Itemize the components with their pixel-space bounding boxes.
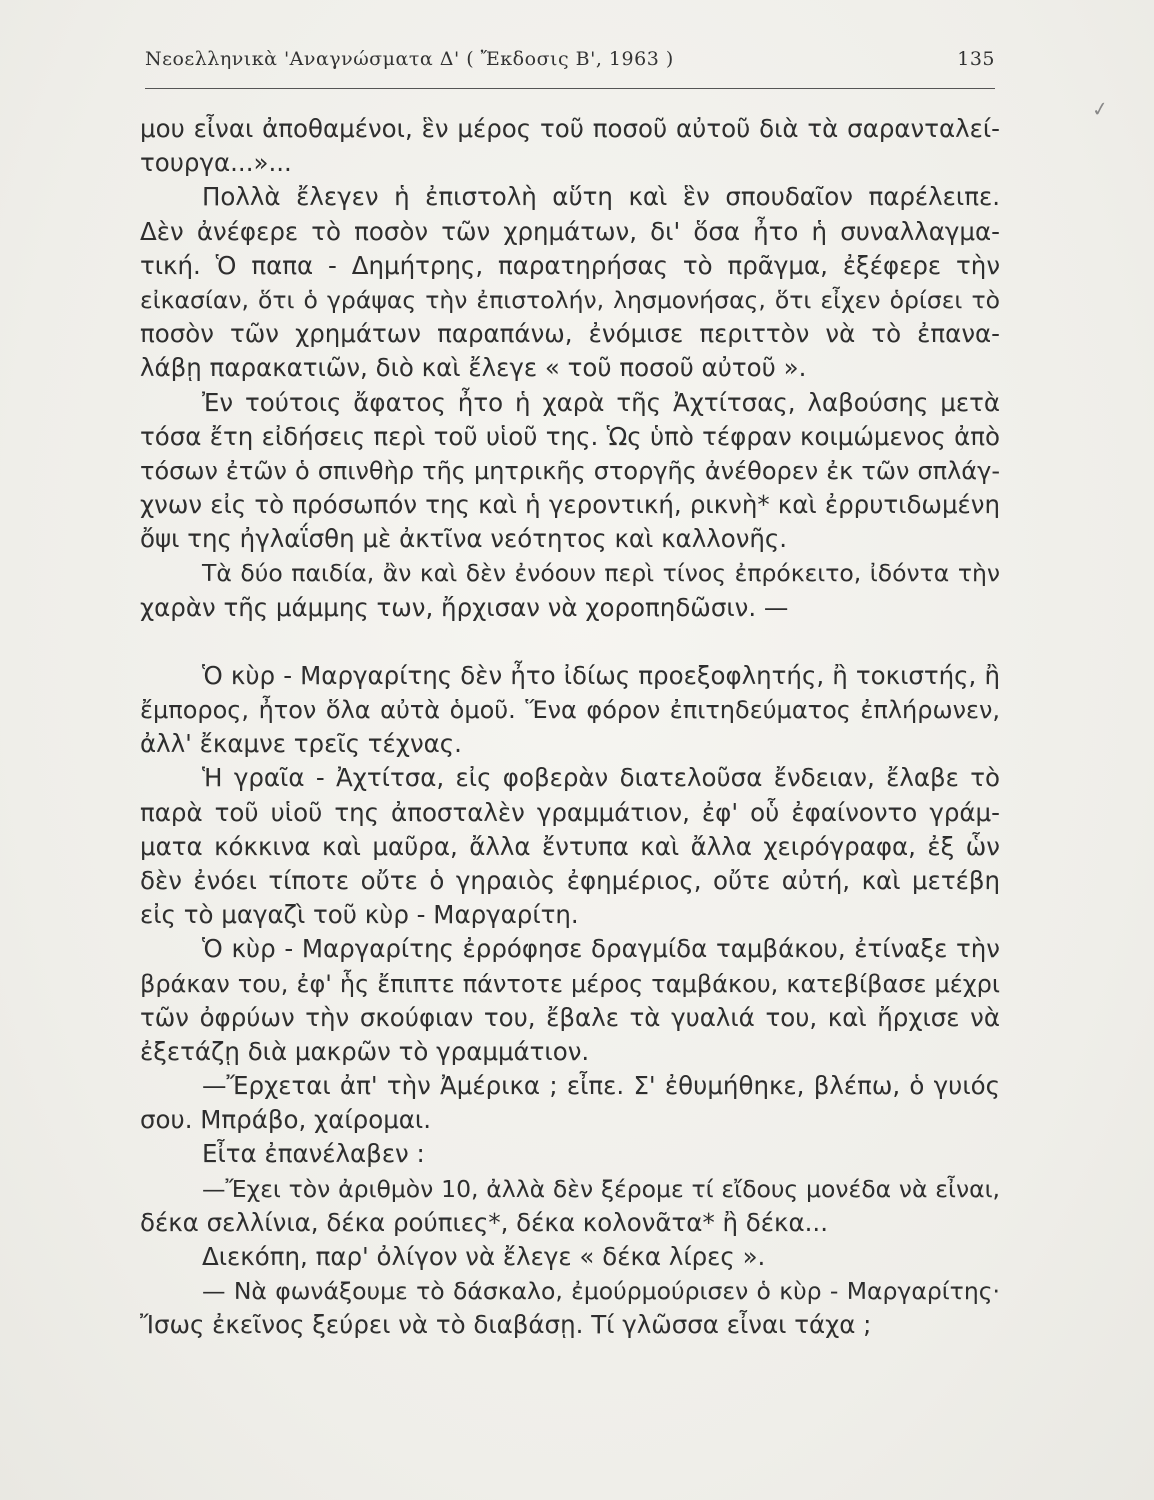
text-line: τῶν ὀφρύων τὴν σκούφιαν του, ἔβαλε τὰ γυαλιά του, καὶ ἤρχισε νὰ (140, 1002, 1000, 1032)
text-line: σου. Μπράβο, χαίρομαι. (140, 1105, 432, 1135)
text-line: Ἴσως ἐκεῖνος ξεύρει νὰ τὸ διαβάσῃ. Τί γλῶσσα εἶναι τάχα ; (140, 1310, 872, 1340)
text-line: Τὰ δύο παιδία, ἂν καὶ δὲν ἐνόουν περὶ τίνος ἐπρόκειτο, ἰδόντα τὴν (202, 559, 1000, 588)
text-line: Πολλὰ ἔλεγεν ἡ ἐπιστολὴ αὕτη καὶ ἓν σπουδαῖον παρέλειπε. (202, 182, 1000, 212)
text-line: Διεκόπη, παρ' ὀλίγον νὰ ἔλεγε « δέκα λίρες ». (202, 1242, 766, 1271)
running-title: Νεοελληνικὰ 'Αναγνώσματα Δ' ( Ἔκδοσις Β', 1963 ) (145, 48, 674, 70)
text-line: τόσα ἔτη εἰδήσεις περὶ τοῦ υἱοῦ της. Ὡς ὑπὸ τέφραν κοιμώμενος ἀπὸ (140, 421, 1000, 451)
text-line: παρὰ τοῦ υἱοῦ της ἀποσταλὲν γραμμάτιον, ἐφ' οὗ ἐφαίνοντο γράμ- (140, 797, 1000, 827)
pencil-check-mark: ✓ (1090, 95, 1111, 123)
text-line: εἰς τὸ μαγαζὶ τοῦ κὺρ - Μαργαρίτη. (140, 900, 579, 930)
text-line: ἀλλ' ἔκαμνε τρεῖς τέχνας. (140, 729, 462, 759)
text-line: εἰκασίαν, ὅτι ὁ γράψας τὴν ἐπιστολήν, λησμονήσας, ὅτι εἶχεν ὁρίσει τὸ (140, 285, 1000, 314)
text-line: χαρὰν τῆς μάμμης των, ἤρχισαν νὰ χοροπηδῶσιν. — (140, 592, 789, 622)
text-line: μου εἶναι ἀποθαμένοι, ἓν μέρος τοῦ ποσοῦ αὐτοῦ διὰ τὰ σαρανταλεί- (140, 114, 1000, 143)
text-line: Ἐν τούτοις ἄφατος ἦτο ἡ χαρὰ τῆς Ἀχτίτσας, λαβούσης μετὰ (202, 387, 1000, 417)
text-line: Εἶτα ἐπανέλαβεν : (202, 1139, 425, 1169)
running-head (145, 48, 995, 78)
text-line: Ὁ κὺρ - Μαργαρίτης ἐρρόφησε δραγμίδα ταμβάκου, ἐτίναξε τὴν (202, 934, 1000, 964)
body-text (140, 112, 1000, 1343)
text-line: Δὲν ἀνέφερε τὸ ποσὸν τῶν χρημάτων, δι' ὅσα ἦτο ἡ συναλλαγμα- (140, 216, 1000, 246)
section-break (140, 625, 1000, 659)
text-line: ὄψι της ἠγλαΐσθη μὲ ἀκτῖνα νεότητος καὶ καλλονῆς. (140, 524, 788, 554)
text-line: τική. Ὁ παπα - Δημήτρης, παρατηρήσας τὸ πρᾶγμα, ἐξέφερε τὴν (140, 250, 1000, 280)
text-line: τουργα...»... (140, 148, 292, 178)
text-line: —Ἔχει τὸν ἀριθμὸν 10, ἀλλὰ δὲν ξέρομε τί εἴδους μονέδα νὰ εἶναι, (202, 1174, 1000, 1203)
text-line: δέκα σελλίνια, δέκα ρούπιες*, δέκα κολονᾶτα* ἢ δέκα... (140, 1207, 828, 1237)
text-line: — Νὰ φωνάξουμε τὸ δάσκαλο, ἐμούρμούρισεν ὁ κὺρ - Μαργαρίτης· (202, 1277, 1000, 1306)
text-line: χνων εἰς τὸ πρόσωπόν της καὶ ἡ γεροντική, ρικνὴ* καὶ ἐρρυτιδωμένη (140, 490, 1000, 520)
header-rule (145, 88, 995, 89)
text-line: βράκαν του, ἐφ' ἧς ἔπιπτε πάντοτε μέρος ταμβάκου, κατεβίβασε μέχρι (140, 969, 1000, 998)
text-line: ἐξετάζῃ διὰ μακρῶν τὸ γραμμάτιον. (140, 1036, 590, 1066)
text-line: —Ἔρχεται ἀπ' τὴν Ἀμέρικα ; εἶπε. Σ' ἐθυμήθηκε, βλέπω, ὁ γυιός (202, 1071, 1000, 1101)
page-number: 135 (957, 48, 995, 70)
text-line: δὲν ἐνόει τίποτε οὔτε ὁ γηραιὸς ἐφημέριος, οὔτε αὐτή, καὶ μετέβη (140, 865, 1000, 895)
text-line: Ἡ γραῖα - Ἀχτίτσα, εἰς φοβερὰν διατελοῦσα ἔνδειαν, ἔλαβε τὸ (202, 763, 1000, 793)
text-line: ποσὸν τῶν χρημάτων παραπάνω, ἐνόμισε περιττὸν νὰ τὸ ἐπανα- (140, 319, 1000, 349)
text-line: τόσων ἐτῶν ὁ σπινθὴρ τῆς μητρικῆς στοργῆς ἀνέθορεν ἐκ τῶν σπλάγ- (140, 456, 1000, 485)
text-line: ἔμπορος, ἦτον ὅλα αὐτὰ ὁμοῦ. Ἕνα φόρον ἐπιτηδεύματος ἐπλήρωνεν, (140, 696, 1000, 724)
text-line: Ὁ κὺρ - Μαργαρίτης δὲν ἦτο ἰδίως προεξοφλητής, ἢ τοκιστής, ἢ (202, 660, 1000, 690)
text-line: λάβῃ παρακατιῶν, διὸ καὶ ἔλεγε « τοῦ ποσοῦ αὐτοῦ ». (140, 353, 807, 383)
text-line: ματα κόκκινα καὶ μαῦρα, ἄλλα ἔντυπα καὶ ἄλλα χειρόγραφα, ἐξ ὧν (140, 831, 1000, 861)
